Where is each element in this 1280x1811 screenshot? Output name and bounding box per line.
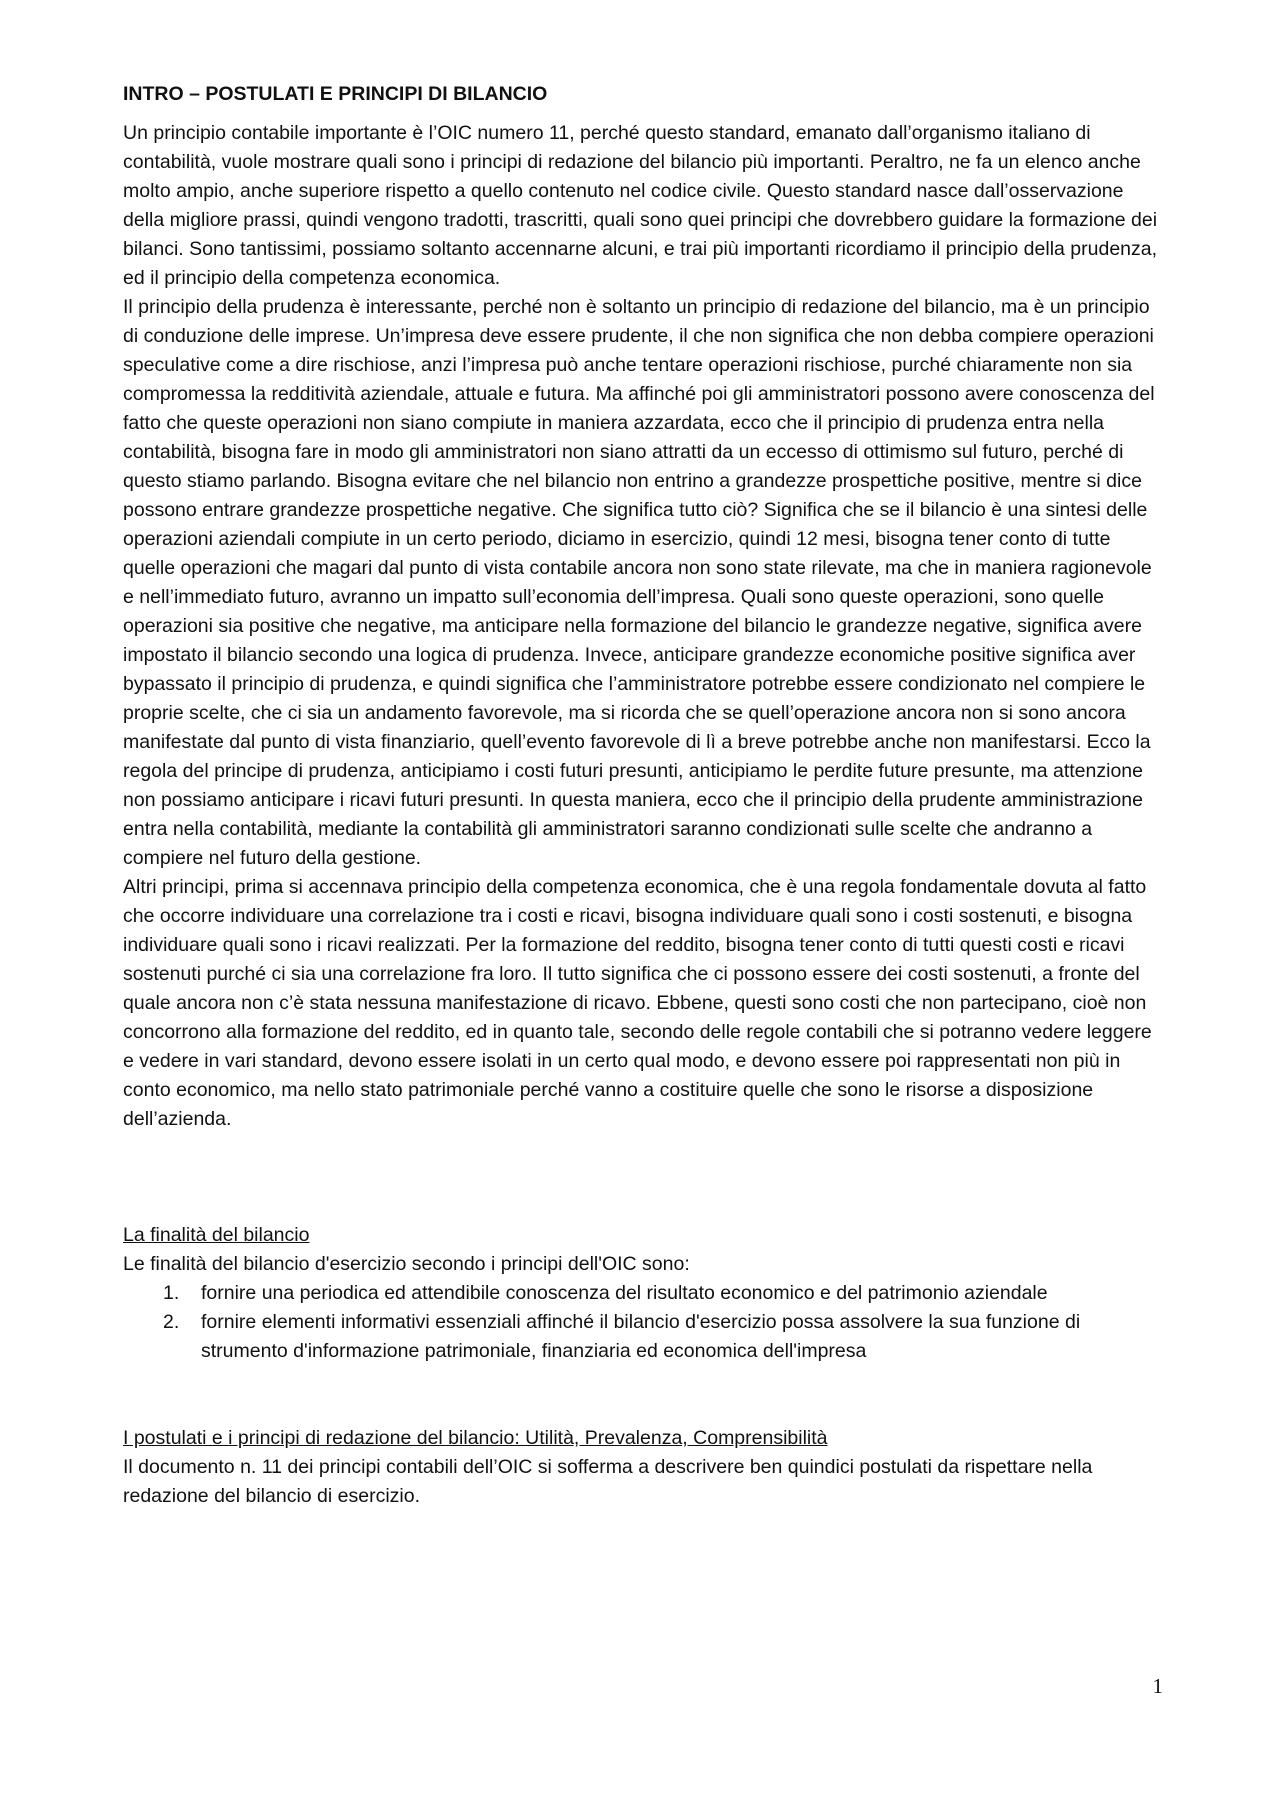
list-item-number: 1. bbox=[163, 1282, 180, 1304]
list-item-number: 2. bbox=[163, 1311, 180, 1333]
postulati-text: Il documento n. 11 dei principi contabili dell’OIC si sofferma a descrivere ben quindici postulati da rispettare nella redazione del bilancio di esercizio. bbox=[123, 1456, 1093, 1507]
section-heading-postulati: I postulati e i principi di redazione del bilancio: Utilità, Prevalenza, Comprensibilità bbox=[123, 1427, 828, 1449]
intro-body bbox=[123, 119, 1164, 1134]
list-item bbox=[123, 1279, 1164, 1308]
finalita-list bbox=[123, 1279, 1164, 1366]
spacer bbox=[123, 1134, 1164, 1221]
list-item-text: fornire una periodica ed attendibile conoscenza del risultato economico e del patrimonio aziendale bbox=[201, 1282, 1048, 1304]
list-item-text: fornire elementi informativi essenziali affinché il bilancio d'esercizio possa assolvere la sua funzione di strumento d'informazione patrimoniale, finanziaria ed economica dell'impresa bbox=[201, 1311, 1081, 1362]
spacer bbox=[123, 1366, 1164, 1424]
section-postulati bbox=[123, 1424, 1164, 1511]
list-item bbox=[123, 1308, 1164, 1366]
section-finalita bbox=[123, 1221, 1164, 1366]
finalita-intro: Le finalità del bilancio d'esercizio secondo i principi dell'OIC sono: bbox=[123, 1253, 690, 1275]
paragraph-competenza: Altri principi, prima si accennava principio della competenza economica, che è una regola fondamentale dovuta al fatto che occorre individuare una correlazione tra i costi e ricavi, bisogna individuare quali sono i costi sostenuti, e bisogna individuare quali sono i ricavi realizzati. Per la formazione del reddito, bisogna tener conto di tutti questi costi e ricavi sostenuti purché ci sia una correlazione fra loro. Il tutto significa che ci possono essere dei costi sostenuti, a fronte del quale ancora non c’è stata nessuna manifestazione di ricavo. Ebbene, questi sono costi che non partecipano, cioè non concorrono alla formazione del reddito, ed in quanto tale, secondo delle regole contabili che si potranno vedere leggere e vedere in vari standard, devono essere isolati in un certo qual modo, e devono essere poi rappresentati non più in conto economico, ma nello stato patrimoniale perché vanno a costituire quelle che sono le risorse a disposizione dell’azienda. bbox=[123, 876, 1152, 1130]
section-heading-finalita: La finalità del bilancio bbox=[123, 1224, 310, 1246]
paragraph-prudenza: Il principio della prudenza è interessante, perché non è soltanto un principio di redazione del bilancio, ma è un principio di conduzione delle imprese. Un’impresa deve essere prudente, il che non significa che non debba compiere operazioni speculative come a dire rischiose, anzi l’impresa può anche tentare operazioni rischiose, purché chiaramente non sia compromessa la redditività aziendale, attuale e futura. Ma affinché poi gli amministratori possono avere conoscenza del fatto che queste operazioni non siano compiute in maniera azzardata, ecco che il principio di prudenza entra nella contabilità, bisogna fare in modo gli amministratori non siano attratti da un eccesso di ottimismo sul futuro, perché di questo stiamo parlando. Bisogna evitare che nel bilancio non entrino a grandezze prospettiche positive, mentre si dice possono entrare grandezze prospettiche negative. Che significa tutto ciò? Significa che se il bilancio è una sintesi delle operazioni aziendali compiute in un certo periodo, diciamo in esercizio, quindi 12 mesi, bisogna tener conto di tutte quelle operazioni che magari dal punto di vista contabile ancora non sono state rilevate, ma che in maniera ragionevole e nell’immediato futuro, avranno un impatto sull’economia dell’impresa. Quali sono queste operazioni, sono quelle operazioni sia positive che negative, ma anticipare nella formazione del bilancio le grandezze negative, significa avere impostato il bilancio secondo una logica di prudenza. Invece, anticipare grandezze economiche positive significa aver bypassato il principio di prudenza, e quindi significa che l’amministratore potrebbe essere condizionato nel compiere le proprie scelte, che ci sia un andamento favorevole, ma si ricorda che se quell’operazione ancora non si sono ancora manifestate dal punto di vista finanziario, quell’evento favorevole di lì a breve potrebbe anche non manifestarsi. Ecco la regola del principe di prudenza, anticipiamo i costi futuri presunti, anticipiamo le perdite future presunte, ma attenzione non possiamo anticipare i ricavi futuri presunti. In questa maniera, ecco che il principio della prudente amministrazione entra nella contabilità, mediante la contabilità gli amministratori saranno condizionati sulle scelte che andranno a compiere nel futuro della gestione. bbox=[123, 296, 1155, 869]
paragraph-oic11: Un principio contabile importante è l’OIC numero 11, perché questo standard, emanato dall’organismo italiano di contabilità, vuole mostrare quali sono i principi di redazione del bilancio più importanti. Peraltro, ne fa un elenco anche molto ampio, anche superiore rispetto a quello contenuto nel codice civile. Questo standard nasce dall’osservazione della migliore prassi, quindi vengono tradotti, trascritti, quali sono quei principi che dovrebbero guidare la formazione dei bilanci. Sono tantissimi, possiamo soltanto accennarne alcuni, e trai più importanti ricordiamo il principio della prudenza, ed il principio della competenza economica. bbox=[123, 122, 1158, 289]
page-title: INTRO – POSTULATI E PRINCIPI DI BILANCIO bbox=[123, 83, 548, 105]
page-number: 1 bbox=[1152, 1674, 1163, 1698]
